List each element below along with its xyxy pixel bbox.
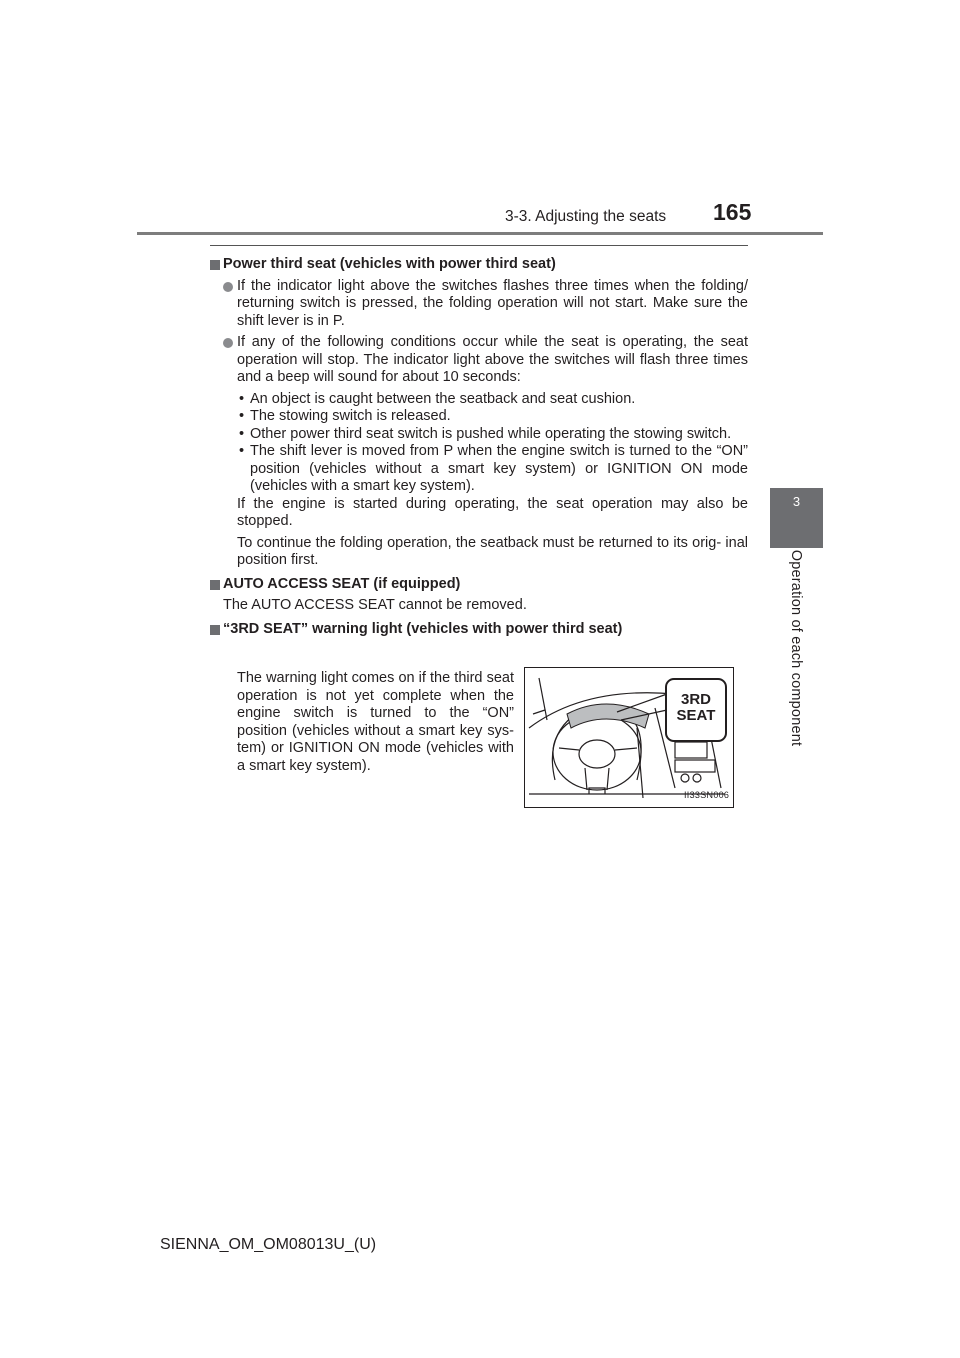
section-heading-3rd-seat-warning [210, 621, 748, 639]
chapter-tab[interactable] [770, 488, 823, 548]
header-title: 3-3. Adjusting the seats [505, 208, 667, 225]
bullet-operation-stops [210, 334, 748, 387]
list-item-text: An object is caught between the seatback and seat cushion. [250, 390, 636, 407]
paragraph-auto-access-seat: The AUTO ACCESS SEAT cannot be removed. [223, 597, 527, 613]
footer-manual-id: SIENNA_OM_OM08013U_(U) [160, 1236, 377, 1253]
dot-mark-icon: • [239, 408, 245, 424]
section-heading-auto-access-seat [210, 576, 748, 594]
section-heading-power-third-seat [210, 256, 748, 274]
paragraph-engine-started: If the engine is started during operating, the seat operation may also be stopped. [237, 495, 748, 529]
dot-mark-icon: • [239, 390, 245, 407]
list-item [237, 391, 748, 409]
list-item [237, 443, 748, 496]
square-bullet-icon [210, 260, 220, 270]
heading-text: AUTO ACCESS SEAT (if equipped) [223, 575, 461, 592]
heading-text: Power third seat (vehicles with power third seat) [223, 256, 556, 272]
bullet-text: If any of the following conditions occur while the seat is operating, the seat operation will stop. The indicator light above the switches will flash three times and a beep will sound for about 10 seconds: [237, 334, 748, 385]
page-number: 165 [713, 199, 752, 225]
square-bullet-icon [210, 625, 220, 635]
header-rule [137, 232, 823, 235]
list-item-text: The stowing switch is released. [250, 408, 451, 424]
bullet-text: If the indicator light above the switches flashes three times when the folding/ returning switch is pressed, the folding operation will not start. Make sure the shift lever is in P. [237, 277, 748, 329]
list-item-text: The shift lever is moved from P when the engine switch is turned to the “ON” position (vehicles without a smart key system) or IGNITION ON mode (vehicles with a smart key system). [250, 443, 748, 494]
condition-list [237, 391, 748, 496]
callout-3rd-seat-light [665, 678, 727, 742]
bullet-indicator-flashes [210, 278, 748, 331]
list-item-text: Other power third seat switch is pushed while operating the stowing switch. [250, 425, 732, 442]
square-bullet-icon [210, 580, 220, 590]
callout-line2: SEAT [676, 707, 716, 724]
chapter-number: 3 [792, 494, 801, 509]
warning-light-description: The warning light comes on if the third seat operation is not yet complete when the engine switch is turned to the “ON” position (vehicles without a smart key sys- tem) or IGNITION ON mode (vehicles with a smart key system). [237, 670, 514, 774]
round-bullet-icon [223, 338, 233, 348]
callout-text [667, 692, 725, 724]
figure-code: II33SN006 [684, 790, 730, 800]
list-item [237, 426, 748, 444]
list-item [237, 408, 748, 426]
round-bullet-icon [223, 282, 233, 292]
callout-line1: 3RD [680, 691, 711, 708]
content-rule [210, 245, 748, 246]
chapter-title: Operation of each component [788, 549, 804, 747]
dot-mark-icon: • [239, 443, 245, 459]
dashboard-illustration [524, 667, 734, 808]
dot-mark-icon: • [239, 425, 245, 442]
heading-text: “3RD SEAT” warning light (vehicles with power third seat) [223, 620, 623, 637]
main-content [210, 256, 748, 638]
paragraph-continue-folding: To continue the folding operation, the seatback must be returned to its orig- inal position first. [237, 534, 748, 568]
